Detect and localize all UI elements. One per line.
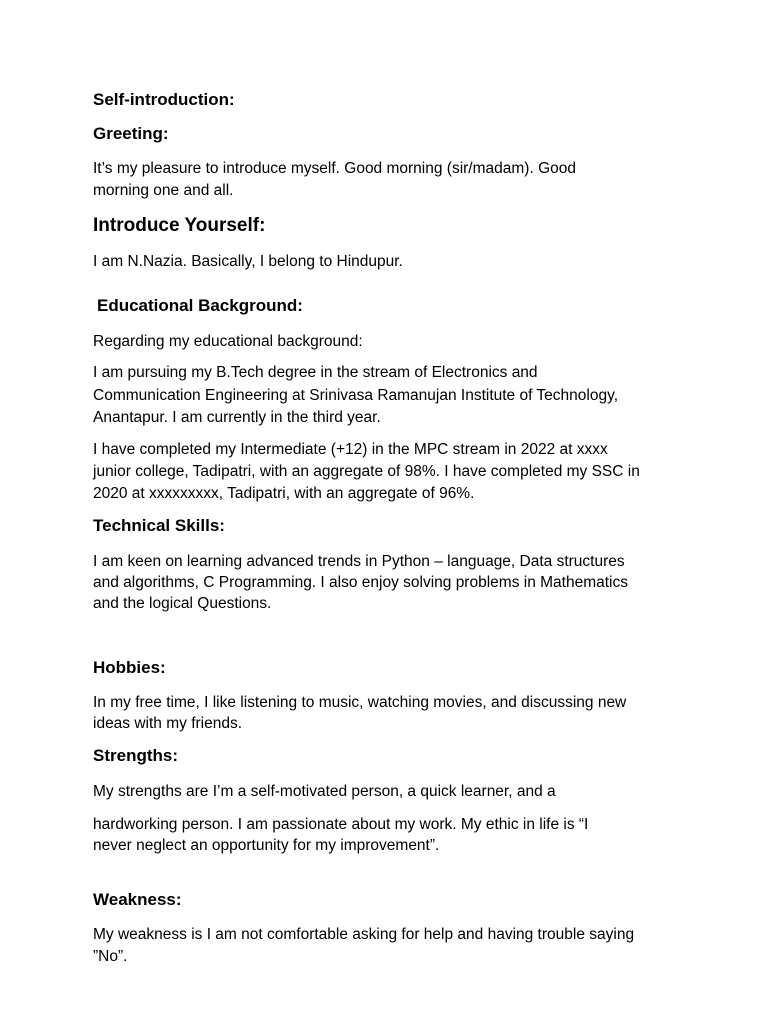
strengths-text-line: never neglect an opportunity for my improvement”. — [93, 837, 440, 854]
skills-text-line: and the logical Questions. — [93, 595, 272, 612]
education-text-line: 2020 at xxxxxxxxx, Tadipatri, with an aggregate of 96%. — [93, 485, 475, 502]
hobbies-text-line: ideas with my friends. — [93, 715, 243, 732]
education-text-line: I have completed my Intermediate (+12) in the MPC stream in 2022 at xxxx — [93, 441, 608, 458]
skills-text-line: I am keen on learning advanced trends in Python – language, Data structures — [93, 553, 625, 570]
intro-heading: Introduce Yourself: — [93, 215, 266, 236]
hobbies-heading: Hobbies: — [93, 658, 166, 677]
greeting-heading: Greeting: — [93, 124, 169, 143]
greeting-text-line: morning one and all. — [93, 182, 234, 199]
weakness-text-line: ”No”. — [93, 948, 128, 965]
education-intro: Regarding my educational background: — [93, 333, 363, 350]
strengths-text-line: My strengths are I’m a self-motivated person, a quick learner, and a — [93, 783, 556, 800]
skills-heading: Technical Skills: — [93, 516, 225, 535]
weakness-text-line: My weakness is I am not comfortable asking for help and having trouble saying — [93, 926, 635, 943]
education-text-line: junior college, Tadipatri, with an aggregate of 98%. I have completed my SSC in — [93, 463, 640, 480]
weakness-heading: Weakness: — [93, 890, 182, 909]
hobbies-text-line: In my free time, I like listening to music, watching movies, and discussing new — [93, 694, 627, 711]
education-text-line: Communication Engineering at Srinivasa Ramanujan Institute of Technology, — [93, 387, 619, 404]
intro-text: I am N.Nazia. Basically, I belong to Hindupur. — [93, 253, 403, 270]
education-text-line: I am pursuing my B.Tech degree in the stream of Electronics and — [93, 364, 538, 381]
greeting-text-line: It’s my pleasure to introduce myself. Good morning (sir/madam). Good — [93, 160, 576, 177]
education-heading: Educational Background: — [97, 296, 303, 315]
strengths-text-line: hardworking person. I am passionate about my work. My ethic in life is “I — [93, 816, 589, 833]
strengths-heading: Strengths: — [93, 746, 178, 765]
education-text-line: Anantapur. I am currently in the third year. — [93, 409, 381, 426]
skills-text-line: and algorithms, C Programming. I also enjoy solving problems in Mathematics — [93, 574, 628, 591]
page-title: Self-introduction: — [93, 90, 235, 109]
